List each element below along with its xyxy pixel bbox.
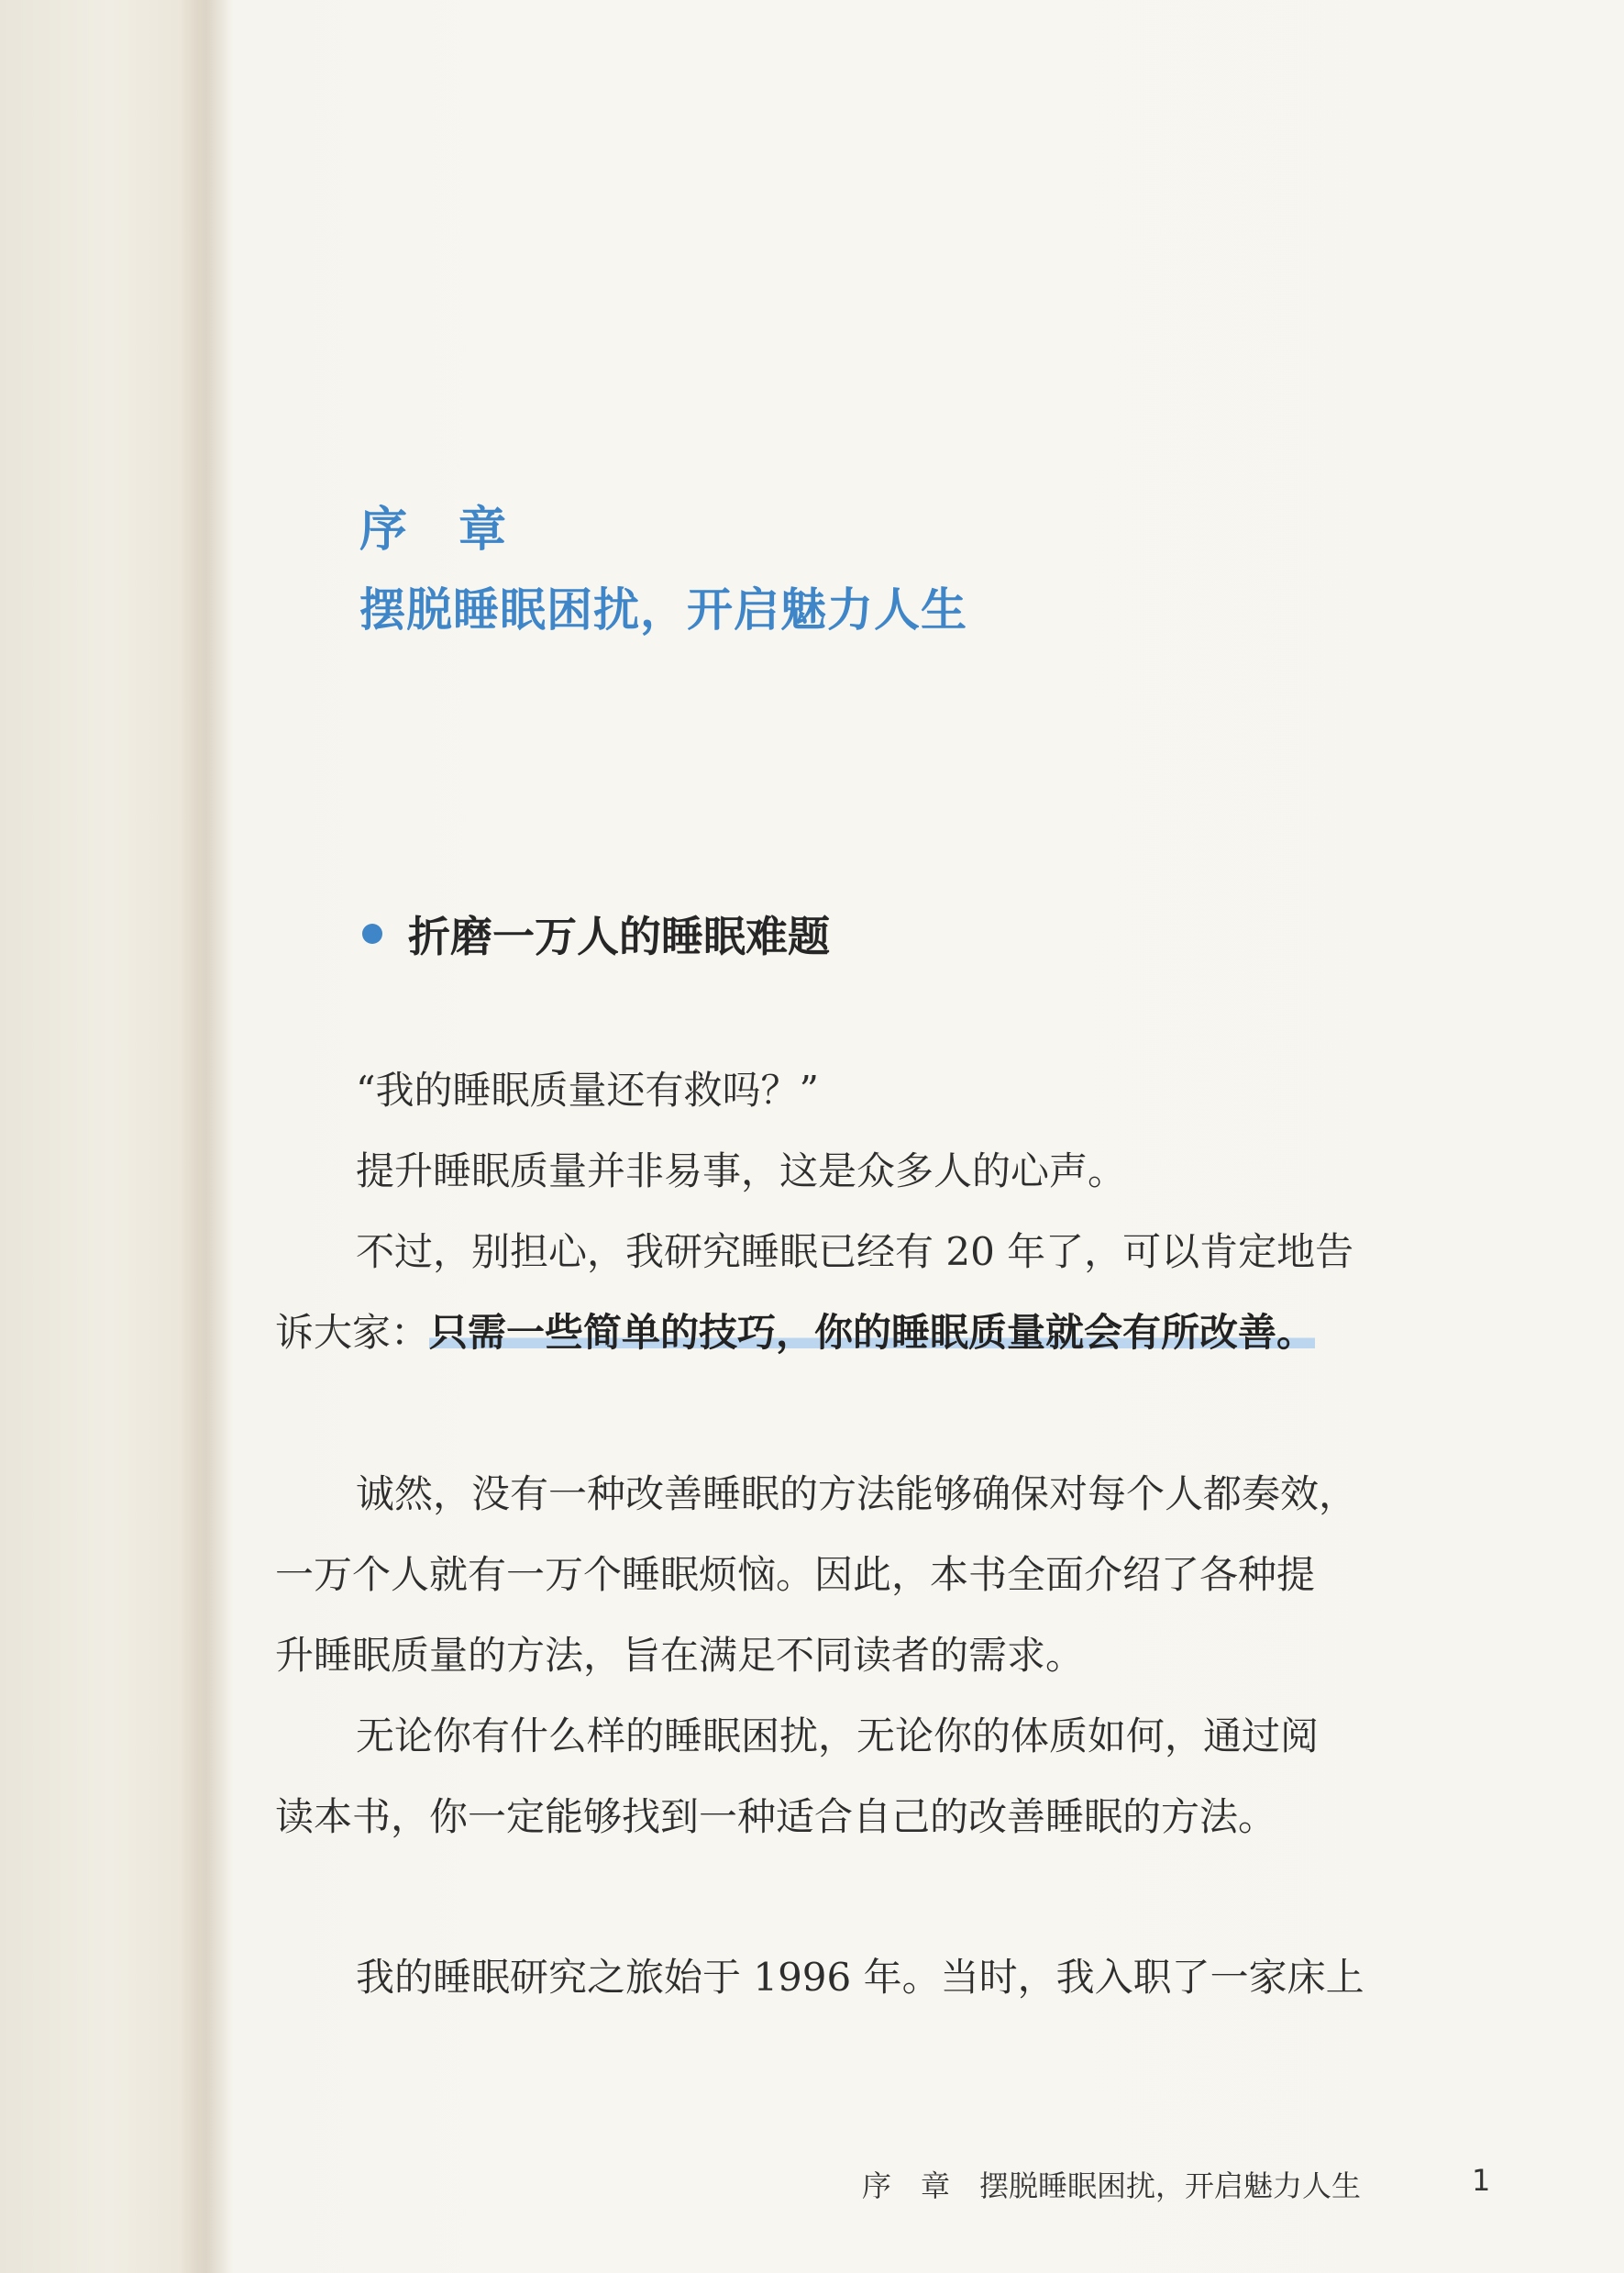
section-heading: [362, 904, 830, 964]
running-footer-title: 序 章 摆脱睡眠困扰，开启魅力人生: [862, 2168, 1362, 2203]
paragraph-line: 不过，别担心，我研究睡眠已经有 20 年了，可以肯定地告: [356, 1229, 1354, 1274]
paragraph-line: “我的睡眠质量还有救吗？”: [356, 1068, 819, 1113]
paragraph-line: 无论你有什么样的睡眠困扰，无论你的体质如何，通过阅: [356, 1713, 1320, 1758]
page-number: 1: [1472, 2163, 1491, 2198]
paragraph-3: [275, 1937, 1440, 2018]
paragraph-2: [275, 1454, 1440, 1857]
paragraph-line: 我的睡眠研究之旅始于 1996 年。当时，我入职了一家床上: [356, 1955, 1364, 2000]
page-gutter-shadow: [179, 0, 234, 2273]
paragraph-text: 诉大家：: [275, 1310, 430, 1355]
paragraph-line: 一万个人就有一万个睡眠烦恼。因此，本书全面介绍了各种提: [275, 1552, 1316, 1597]
paragraph-line: 读本书，你一定能够找到一种适合自己的改善睡眠的方法。: [275, 1794, 1277, 1839]
paragraph-line: 升睡眠质量的方法，旨在满足不同读者的需求。: [275, 1633, 1085, 1678]
bullet-dot-icon: [362, 924, 382, 944]
chapter-label: 序 章: [359, 503, 509, 558]
highlighted-text: 只需一些简单的技巧，你的睡眠质量就会有所改善。: [429, 1310, 1316, 1355]
chapter-title: 摆脱睡眠困扰，开启魅力人生: [359, 583, 967, 637]
paragraph-line: [275, 1292, 1440, 1373]
paragraph-line: 诚然，没有一种改善睡眠的方法能够确保对每个人都奏效，: [356, 1471, 1358, 1516]
paragraph-1: [275, 1050, 1440, 1373]
paragraph-line: 提升睡眠质量并非易事，这是众多人的心声。: [356, 1148, 1127, 1193]
section-heading-text: 折磨一万人的睡眠难题: [408, 912, 830, 961]
